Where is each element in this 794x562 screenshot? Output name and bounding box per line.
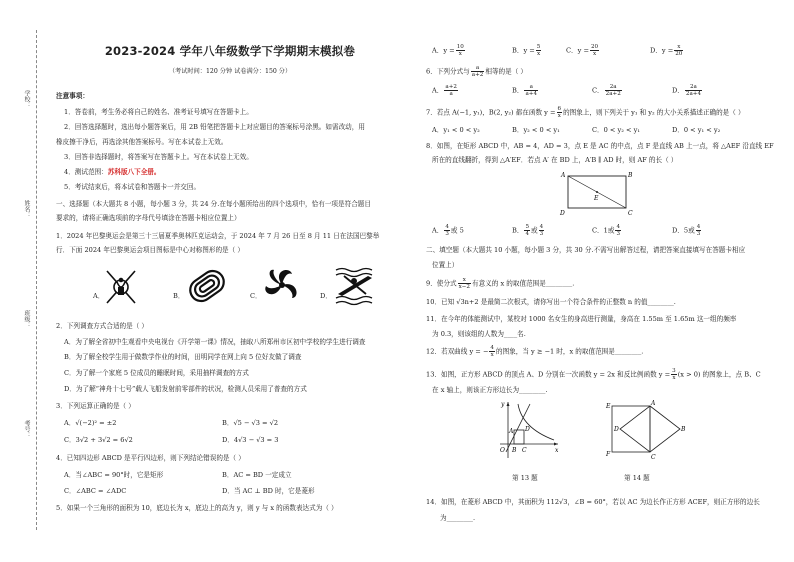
q2-option-d: D．为了解“神舟十七号”载人飞船发射前零部件的状况，检测人员采用了普查的方式	[64, 385, 307, 393]
label-o: O	[500, 447, 505, 454]
label-d: D	[525, 426, 530, 433]
cut-line	[36, 30, 37, 530]
q6-stem: 6．下列分式与 $\frac{a}{a+2}$ 相等的是（ ）	[426, 65, 528, 78]
q4-stem: 4．已知四边形 ABCD 是平行四边形，则下列结论错误的是（ ）	[56, 454, 245, 462]
notes-heading: 注意事项：	[56, 92, 89, 100]
point-e	[596, 191, 598, 193]
q3-stem: 3．下列运算正确的是（ ）	[56, 402, 135, 410]
q8-stem-cont: 所在的直线翻折，得到 △A′EF．若点 A′ 在 BD 上，A′B ∥ AD 时，则 AF 的长（ ）	[432, 156, 678, 164]
label-e: E	[594, 195, 599, 202]
label-e: E	[606, 403, 611, 410]
q5-stem: 5．如果一个三角形的面积为 10，底边长为 x，底边上的高为 y，则 y 与 x 的函数表达式为（ ）	[56, 504, 338, 512]
label-c: C	[651, 454, 656, 460]
label-c: C	[522, 447, 527, 454]
archery-icon	[104, 268, 138, 306]
q4-option-a: A．当∠ABC = 90°时，它是矩形	[64, 471, 164, 479]
q4-option-c: C．∠ABC = ∠ADC	[64, 487, 127, 495]
label-a: A	[561, 172, 566, 179]
q7-stem: 7．若点 A(−1, y₁)，B(2, y₂) 都在函数 y = $\frac{6}{x}$ 的图象上，则下列关于 y₁ 和 y₂ 的大小关系描述正确的是（ ）	[426, 106, 745, 119]
q2-option-b: B．为了解全校学生用于做数学作业的时间，田明同学在网上向 5 位好友做了调查	[64, 353, 302, 361]
section2-heading: 二、填空题（本大题共 10 小题，每小题 3 分，共 30 分.不需写出解答过程，请把答案直接填写在答题卡相应	[426, 246, 746, 254]
q8-option-c: C．1或 $\frac{4}{3}$	[592, 224, 620, 237]
label-b: B	[681, 426, 686, 433]
q1-option-c: C．	[250, 292, 262, 300]
canoe-icon	[332, 264, 376, 306]
gutter-label-name: 姓名：	[23, 200, 30, 218]
label-d: D	[560, 210, 565, 217]
binding-gutter	[4, 30, 40, 530]
q5-option-c: C．y = $\frac{20}{x}$	[566, 44, 599, 57]
q2-stem: 2．下列调查方式合适的是（ ）	[56, 322, 149, 330]
q7-option-b: B．y₂ < 0 < y₁	[512, 126, 560, 134]
q13-graph-figure	[496, 398, 562, 460]
q6-option-b: B． $\frac{a}{a+4}$	[512, 84, 538, 97]
note-line: 5．考试结束后，将本试卷和答题卡一并交回。	[64, 183, 201, 191]
fig14-caption: 第 14 题	[624, 474, 650, 482]
q1-option-b: B．	[173, 292, 185, 300]
square-abcd	[514, 430, 524, 444]
label-b: B	[628, 172, 633, 179]
q12-stem: 12．若双曲线 y = − $\frac{4}{x}$ 的图象，当 y ≥ −1 时，x 的取值范围是________.	[426, 345, 644, 358]
q1-stem-cont: 行．下面 2024 年巴黎奥运会项目图标是中心对称图形的是（ ）	[56, 246, 244, 254]
q14-stem: 14．如图，在菱形 ABCD 中，其面积为 112√3，∠B = 60°，若以 AC 为边长作正方形 ACEF，则正方形的边长	[426, 498, 760, 506]
q2-option-c: C．为了解一个家庭 5 位成员的睡眠时间，采用抽样调查的方式	[64, 369, 249, 377]
gutter-label-class: 班级：	[23, 310, 30, 328]
breaking-dance-icon	[262, 264, 302, 306]
q4-option-b: B．AC = BD 一定成立	[222, 471, 292, 479]
q6-option-a: A． $\frac{a+2}{a}$	[432, 84, 457, 97]
q1-stem: 1．2024 年巴黎奥运会是第三十三届夏季奥林匹克运动会，于 2024 年 7 月 26 日至 8 月 11 日在法国巴黎举	[56, 232, 380, 240]
section1-heading: 一、选择题（本大题共 8 小题，每小题 3 分，共 24 分.在每小题所给出的四个选项中，恰有一项是符合题目	[56, 200, 371, 208]
label-a: A	[509, 428, 514, 435]
exam-subtitle: （考试时间：120 分钟 试卷满分：150 分）	[168, 68, 292, 75]
x-axis-arrow	[554, 443, 558, 446]
q13-stem: 13．如图，正方形 ABCD 的顶点 A、D 分别在一次函数 y = 2x 和反比例函数 y = $\frac{3}{x}$ (x > 0) 的图象上，点 B、C	[426, 368, 761, 381]
page-title: 2023-2024 学年八年级数学下学期期末模拟卷	[104, 44, 356, 58]
label-x: x	[555, 447, 559, 454]
q11-stem-cont: 为 0.3，则该组的人数为____名.	[432, 330, 526, 338]
q5-option-b: B．y = $\frac{5}{x}$	[512, 44, 541, 57]
q3-option-c: C．3√2 + 3√2 = 6√2	[64, 436, 133, 444]
q1-option-a: A．	[93, 292, 105, 300]
label-d: D	[614, 426, 619, 433]
label-c: C	[628, 210, 633, 217]
q8-option-d: D．5或 $\frac{4}{3}$	[672, 224, 701, 237]
hyperbola-curve	[518, 404, 554, 440]
q7-option-d: D．0 < y₁ < y₂	[672, 126, 721, 134]
q6-option-c: C． $\frac{2a}{2a+2}$	[592, 84, 621, 97]
q3-option-a: A．√(−2)² = ±2	[64, 419, 117, 427]
label-y: y	[501, 401, 505, 408]
note-line	[64, 168, 161, 176]
label-a: A	[651, 400, 656, 407]
q4-option-d: D．当 AC ⊥ BD 时，它是菱形	[222, 487, 315, 495]
q2-option-a: A．为了解全省初中生观看中央电视台《开学第一课》情况，抽取八所郑州市区初中学校的学生进行调查	[64, 338, 366, 346]
q5-option-d: D．y = $\frac{x}{20}$	[650, 44, 683, 57]
note-line: 1．答卷前，考生务必将自己的姓名、准考证号填写在答题卡上。	[64, 108, 253, 116]
q6-option-d: D． $\frac{2a}{2a+4}$	[672, 84, 702, 97]
note-line: 2．回答选择题时，选出每小题答案后，用 2B 铅笔把答题卡上对应题目的答案标号涂黑。如需改动，用	[64, 123, 365, 131]
q14-rhombus-figure	[604, 398, 688, 460]
gutter-label-id: 考号：	[23, 420, 30, 438]
q13-stem-cont: 在 x 轴上，则该正方形边长为________.	[432, 386, 548, 394]
y-axis-arrow	[507, 402, 510, 406]
q3-option-d: D．4√3 − √3 = 3	[222, 436, 279, 444]
q7-option-a: A．y₁ < 0 < y₂	[432, 126, 480, 134]
section1-heading-cont: 要求的，请将正确选项前的字母代号填涂在答题卡相应位置上）	[56, 214, 241, 222]
q8-stem: 8．如图，在矩形 ABCD 中，AB = 4，AD = 3，点 E 是 AC 的中点，点 F 是直线 AB 上一点，将 △AEF 沿直线 EF	[426, 142, 774, 150]
label-f: F	[606, 451, 611, 458]
note-line: 橡皮擦干净后，再选涂其他答案标号。写在本试卷上无效。	[56, 138, 228, 146]
q9-stem: 9．使分式 $\frac{x}{x-2}$ 有意义的 x 的取值范围是________.	[426, 277, 575, 290]
q8-rectangle-figure	[558, 168, 636, 218]
note-range-label: 4．测试范围：	[64, 168, 108, 176]
athletics-track-icon	[185, 265, 229, 307]
fig13-caption: 第 13 题	[512, 474, 538, 482]
q7-option-c: C．0 < y₂ < y₁	[592, 126, 641, 134]
q14-stem-cont: 为________.	[440, 514, 476, 522]
q5-option-a: A．y = $\frac{10}{x}$	[432, 44, 464, 57]
note-range-value: 苏科版八下全册。	[107, 168, 161, 176]
section2-heading-cont: 位置上）	[432, 261, 459, 269]
q3-option-b: B．√5 − √3 = √2	[222, 419, 279, 427]
q1-option-d: D．	[320, 292, 332, 300]
q8-option-b: B． $\frac{5}{4}$ 或 $\frac{4}{3}$	[512, 224, 544, 237]
q11-stem: 11．在今年的体能测试中，某校对 1000 名女生的身高进行测量，身高在 1.55m 至 1.65m 这一组的频率	[426, 315, 737, 323]
q8-option-a: A． $\frac{4}{3}$ 或 5	[432, 224, 464, 237]
q10-stem: 10．已知 √3n+2 是最简二次根式，请你写出一个符合条件的正整数 n 的值________.	[426, 298, 676, 306]
gutter-label-school: 学校：	[23, 90, 30, 108]
note-line: 3．回答非选择题时，将答案写在答题卡上。写在本试卷上无效。	[64, 153, 253, 161]
label-b: B	[512, 447, 517, 454]
